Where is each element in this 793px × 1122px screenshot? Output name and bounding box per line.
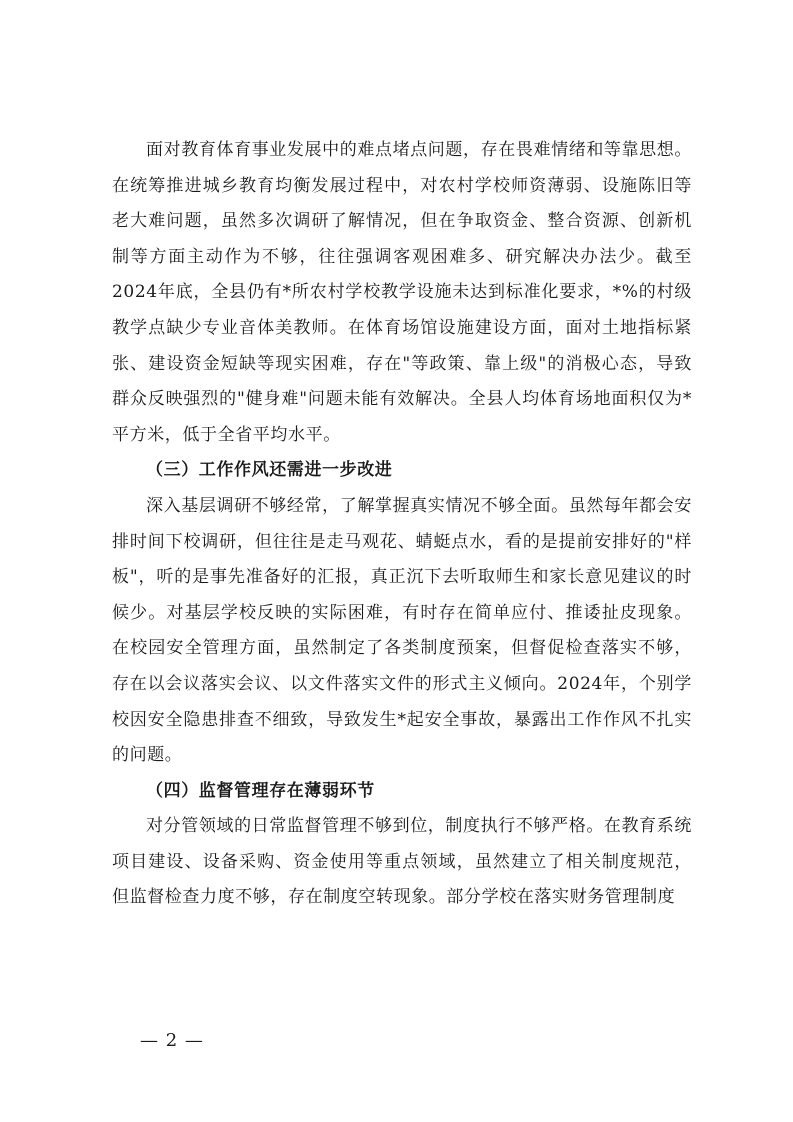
section-heading-work-style: （三）工作作风还需进一步改进 (146, 460, 393, 481)
page-number: — 2 — (140, 1030, 204, 1051)
paragraph-difficulties: 面对教育体育事业发展中的难点堵点问题，存在畏难情绪和等靠思想。在统筹推进城乡教育均衡发展过程中，对农村学校师资薄弱、设施陈旧等老大难问题，虽然多次调研了解情况，但在争取资金、整合资源、创新机制等方面主动作为不够，往往强调客观困难多、研究解决办法少。截至2024年底，全县仍有*所农村学校教学设施未达到标准化要求，*%的村级教学点缺少专业音体美教师。在体育场馆设施建设方面，面对土地指标紧张、建设资金短缺等现实困难，存在"等政策、靠上级"的消极心态，导致群众反映强烈的"健身难"问题未能有效解决。全县人均体育场地面积仅为*平方米，低于全省平均水平。 (112, 140, 692, 445)
document-body (112, 133, 692, 916)
paragraph-work-style: 深入基层调研不够经常，了解掌握真实情况不够全面。虽然每年都会安排时间下校调研，但往往是走马观花、蜻蜓点水，看的是提前安排好的"样板"，听的是事先准备好的汇报，真正沉下去听取师生和家长意见建议的时候少。对基层学校反映的实际困难，有时存在简单应付、推诿扯皮现象。在校园安全管理方面，虽然制定了各类制度预案，但督促检查落实不够，存在以会议落实会议、以文件落实文件的形式主义倾向。2024年，个别学校因安全隐患排查不细致，导致发生*起安全事故，暴露出工作作风不扎实的问题。 (112, 495, 692, 766)
paragraph-supervision: 对分管领域的日常监督管理不够到位，制度执行不够严格。在教育系统项目建设、设备采购、资金使用等重点领域，虽然建立了相关制度规范，但监督检查力度不够，存在制度空转现象。部分学校在落实财务管理制度 (112, 816, 692, 908)
section-heading-supervision: （四）监督管理存在薄弱环节 (146, 780, 375, 801)
